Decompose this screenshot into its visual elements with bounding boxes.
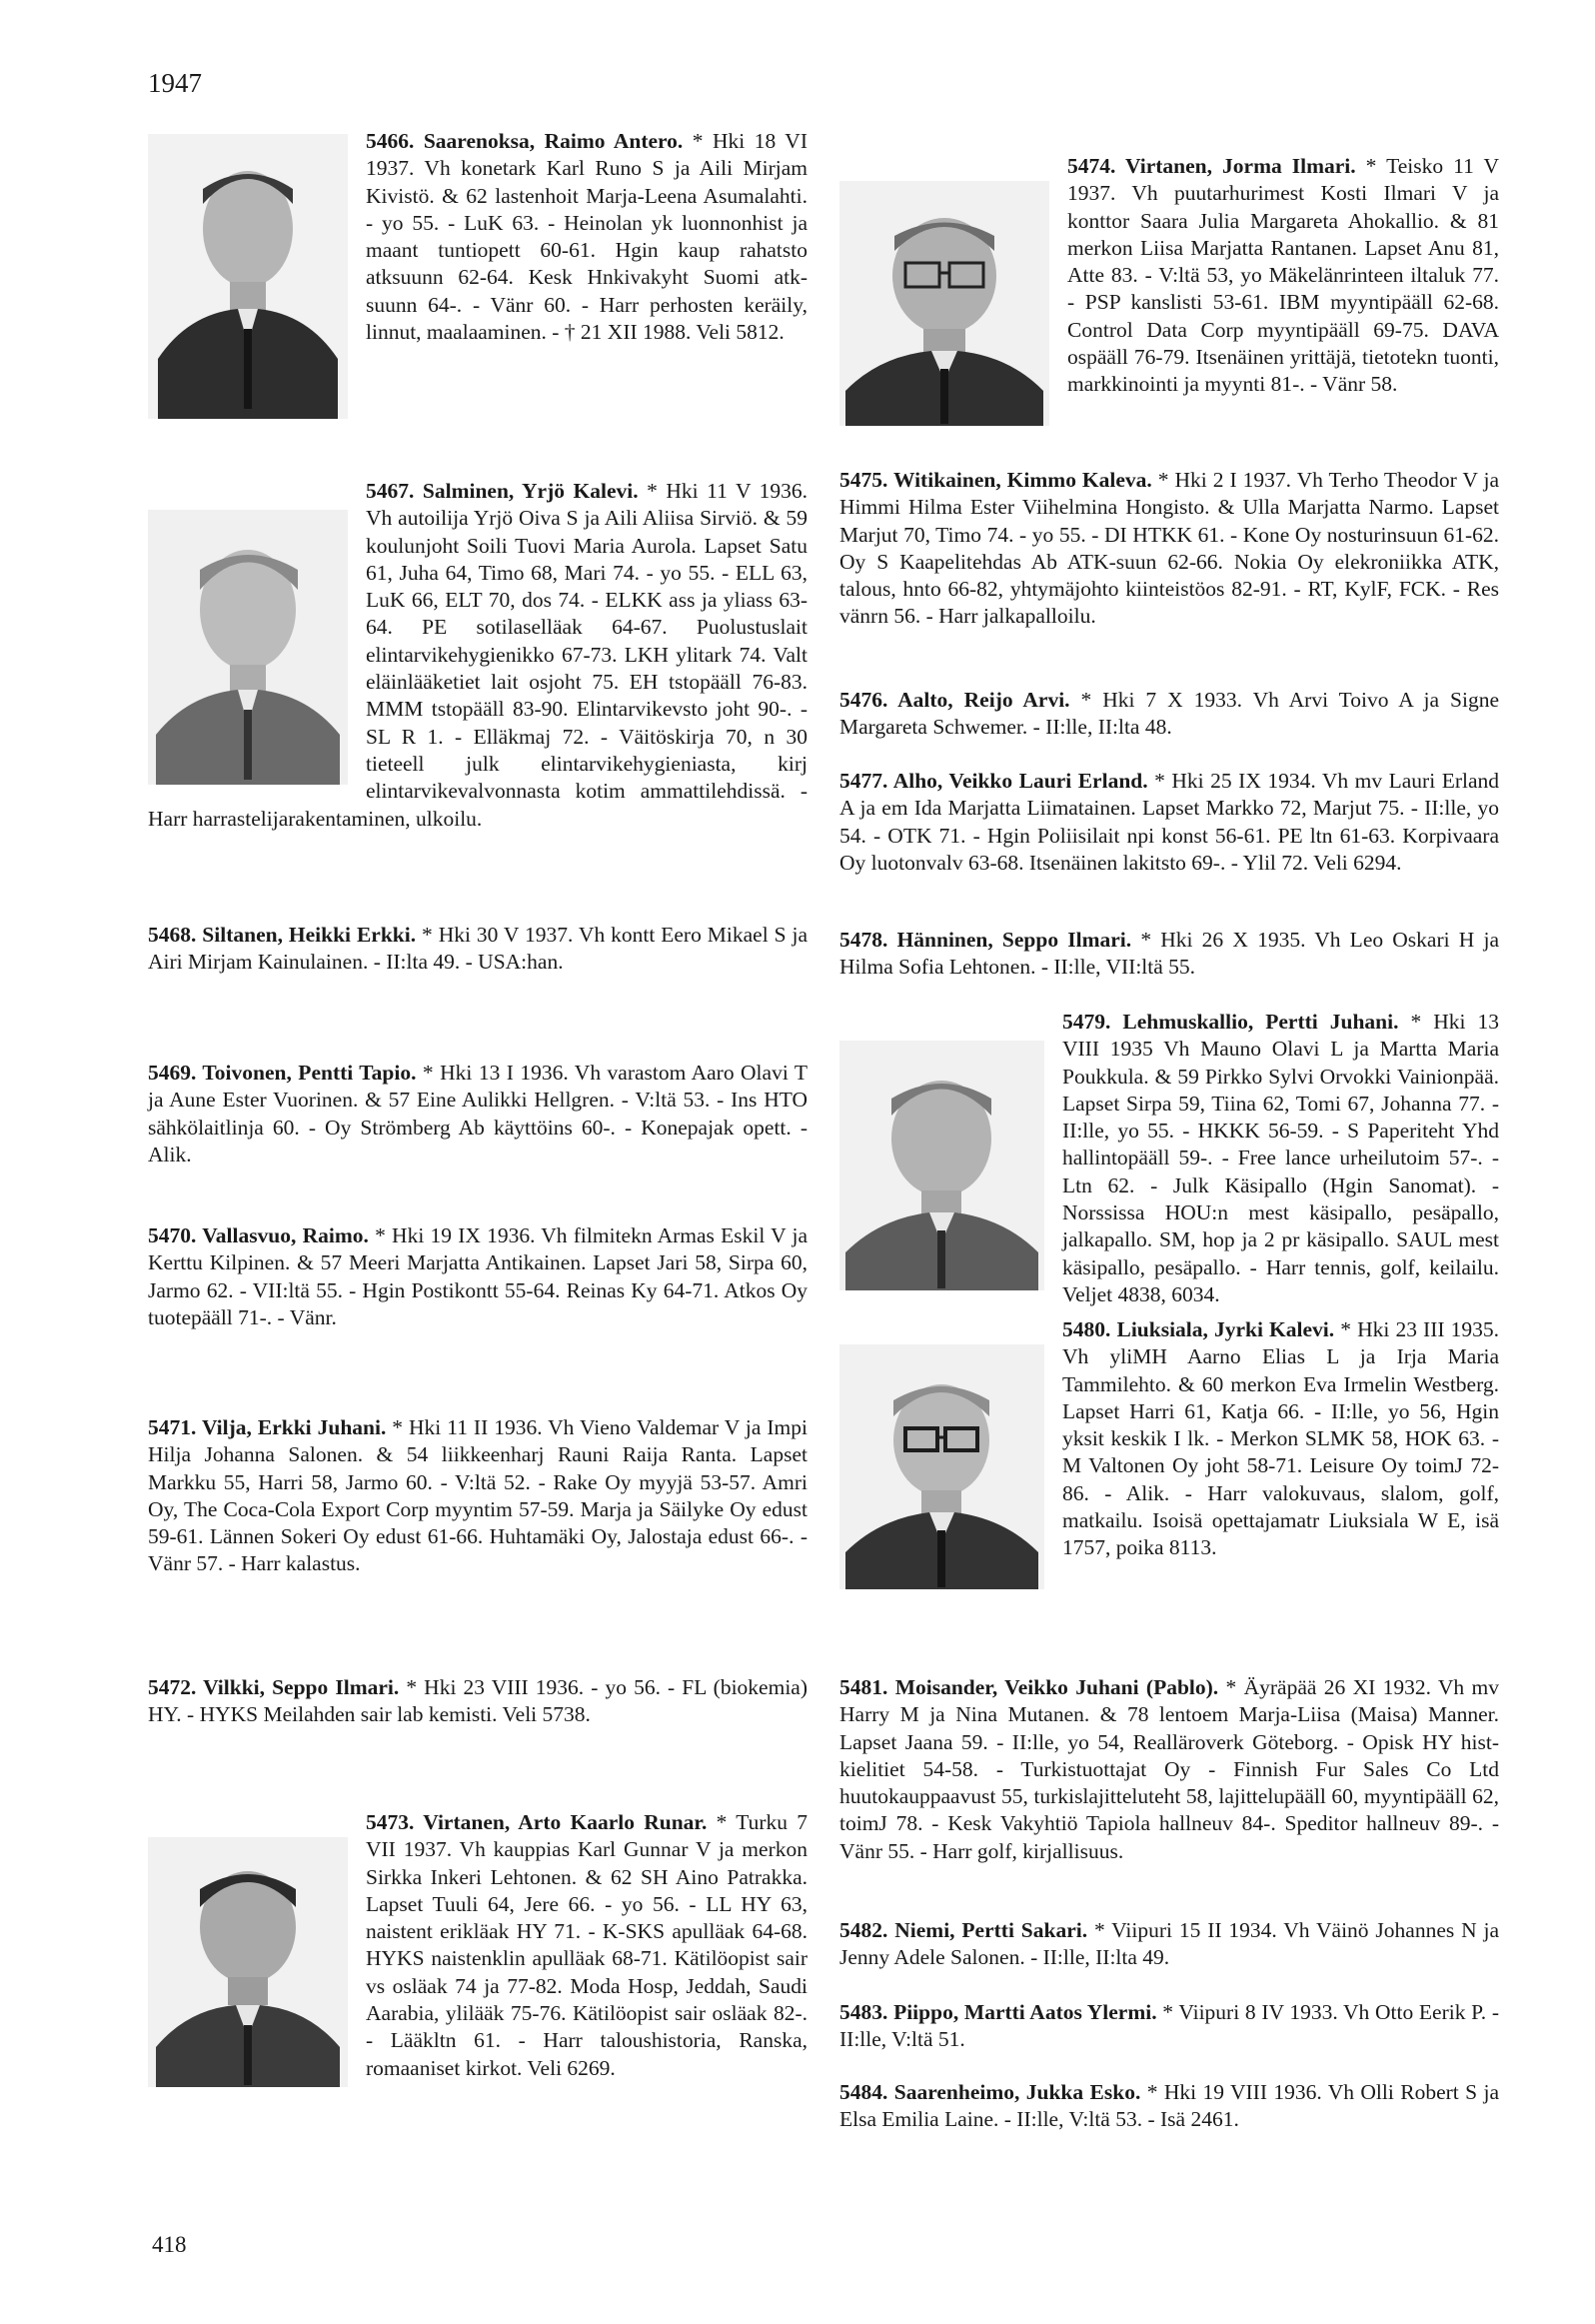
entry-heading: 5474. Virtanen, Jorma Ilmari. [1067,154,1356,178]
entry-5477 [839,768,1499,877]
portrait-photo [839,1344,1044,1589]
entry-5467 [148,478,807,833]
entry-5466 [148,128,807,423]
portrait-photo [148,1837,348,2087]
entry-heading: 5483. Piippo, Martti Aatos Ylermi. [839,2000,1157,2024]
entry-body: * Hki 23 III 1935. Vh yliMH Aarno Elias L ja Irja Maria Tammilehto. & 60 merkon Eva Irmelin Westberg. Lapset Harri 61, Katja 66. - II:lle, yo 56, Hgin yksit keskik I lk. - Merkon SLMK 58, HOK 63. - M Valtonen Oy joht 58-71. Leisure Oy toimJ 72-86. - Alik. - Harr valokuvaus, slalom, golf, matkailu. Isoisä opettajamatr Liuksiala W E, isä 1757, poika 8113. [1062,1317,1499,1560]
entry-heading: 5467. Salminen, Yrjö Kalevi. [366,479,639,503]
entry-body: * Hki 23 VIII 1936. - yo 56. - FL (biokemia) HY. - HYKS Meilahden sair lab kemisti. Veli 5738. [148,1675,807,1727]
entry-5481 [839,1674,1499,1865]
entry-body: * Äyräpää 26 XI 1932. Vh mv Harry M ja Nina Mutanen. & 78 lentoem Marja-Liisa (Maisa) Manner. Lapset Jaana 59. - II:lle, yo 54, Realläroverk Göteborg. - Opisk HY hist-kielitiet 54-58. - Turkistuottajat Oy - Finnish Fur Sales Co Ltd huutokauppaavust 55, turkislajitteluteht 58, lajittelupääll 60, myyntipääll 62, toimJ 78. - Kesk Vakyhtiö Tapiola hallneuv 84-. Speditor hallneuv 89-. - Vänr 55. - Harr golf, kirjallisuus. [839,1675,1499,1863]
entry-heading: 5482. Niemi, Pertti Sakari. [839,1918,1088,1942]
entry-body: * Viipuri 8 IV 1933. Vh Otto Eerik P. - II:lle, V:ltä 51. [839,2000,1499,2052]
entry-5470 [148,1222,807,1331]
entry-body: * Hki 30 V 1937. Vh kontt Eero Mikael S ja Airi Mirjam Kainulainen. - II:lta 49. - USA:han. [148,923,808,975]
entry-body: * Turku 7 VII 1937. Vh kauppias Karl Gunnar V ja merkon Sirkka Inkeri Lehtonen. & 62 SH Aino Patrakka. Lapset Tuuli 64, Jere 66. - yo 56. - LL HY 63, naistent erikläak HY 71. - K-SKS apulläak 64-68. HYKS naistenklin apulläak 68-71. Kätilöopist sair vs osläak 74 ja 77-82. Moda Hosp, Jeddah, Saudi Aarabia, ylilääk 75-76. Kätilöopist sair osläak 82-. - Lääkltn 61. - Harr taloushistoria, Ranska, romaaniset kirkot. Veli 6269. [366,1810,807,2080]
portrait-photo [148,510,348,785]
entry-body: * Viipuri 15 II 1934. Vh Väinö Johannes N ja Jenny Adele Salonen. - II:lle, II:lta 49. [839,1918,1499,1970]
entry-5469 [148,1060,807,1168]
entry-body: * Hki 26 X 1935. Vh Leo Oskari H ja Hilma Sofia Lehtonen. - II:lle, VII:ltä 55. [839,928,1500,980]
entry-heading: 5473. Virtanen, Arto Kaarlo Runar. [366,1810,708,1834]
entry-heading: 5484. Saarenheimo, Jukka Esko. [839,2080,1141,2104]
entry-heading: 5478. Hänninen, Seppo Ilmari. [839,928,1132,952]
entry-5474 [839,153,1499,430]
entry-body: * Hki 2 I 1937. Vh Terho Theodor V ja Himmi Hilma Ester Viihelmina Hongisto. & Ulla Marjatta Narmo. Lapset Marjut 70, Timo 74. - yo 55. - DI HTKK 61. - Kone Oy nosturinsuun 61-62. Oy S Kaapelitehdas Ab ATK-suun 62-66. Nokia Oy elekroniikka ATK, talous, hnto 66-82, yhtymäjohto kiinteistöos 82-91. - RT, KylF, FCK. - Res vänrn 56. - Harr jalkapalloilu. [839,468,1499,629]
entry-5479 [839,1009,1499,1308]
portrait-photo [839,1041,1044,1290]
entry-5473 [148,1809,807,2091]
entry-heading: 5480. Liuksiala, Jyrki Kalevi. [1062,1317,1335,1341]
entry-5476 [839,687,1499,742]
entry-5483 [839,1999,1499,2054]
entry-heading: 5469. Toivonen, Pentti Tapio. [148,1061,417,1085]
portrait-photo [839,181,1049,426]
running-year: 1947 [148,68,202,98]
entry-body: * Hki 11 II 1936. Vh Vieno Valdemar V ja Impi Hilja Johanna Salonen. & 54 liikkeenharj Rauni Raija Ranta. Lapset Markku 55, Harri 58, Jarmo 60. - V:ltä 52. - Rake Oy myyjä 53-57. Amri Oy, The Coca-Cola Export Corp myyntim 57-59. Marja ja Säilyke Oy edust 59-61. Lännen Sokeri Oy edust 61-66. Huhtamäki Oy, Jalostaja edust 66-. - Vänr 57. - Harr kalastus. [148,1415,807,1576]
entry-body: * Hki 13 I 1936. Vh varastom Aaro Olavi T ja Aune Ester Vuorinen. & 57 Eine Aulikki Hellgren. - V:ltä 53. - Ins HTO sähkölaitlinja 60. - Oy Strömberg Ab käyttöins 60-. - Konepajak opett. - Alik. [148,1061,807,1166]
entry-5482 [839,1917,1499,1972]
entry-body: * Hki 19 VIII 1936. Vh Olli Robert S ja Elsa Emilia Laine. - II:lle, V:ltä 53. - Isä 2461. [839,2080,1500,2132]
entry-heading: 5472. Vilkki, Seppo Ilmari. [148,1675,400,1699]
entry-heading: 5481. Moisander, Veikko Juhani (Pablo). [839,1675,1219,1699]
entry-heading: 5470. Vallasvuo, Raimo. [148,1223,369,1247]
entry-5480 [839,1316,1499,1593]
entry-5475 [839,467,1499,631]
entry-body: * Hki 19 IX 1936. Vh filmitekn Armas Eskil V ja Kerttu Kilpinen. & 57 Meeri Marjatta Antikainen. Lapset Jari 58, Sirpa 60, Jarmo 62. - VII:ltä 55. - Hgin Postikontt 55-64. Reinas Ky 64-71. Atkos Oy tuotepääll 71-. - Vänr. [148,1223,807,1329]
entry-body: * Hki 25 IX 1934. Vh mv Lauri Erland A ja em Ida Marjatta Liimatainen. Lapset Markko 72, Marjut 75. - II:lle, yo 54. - OTK 71. - Hgin Poliisilait npi konst 56-61. PE ltn 61-63. Korpivaara Oy luotonvalv 63-68. Itsenäinen lakitsto 69-. - Ylil 72. Veli 6294. [839,769,1500,875]
entry-body: * Hki 11 V 1936. Vh autoilija Yrjö Oiva S ja Aili Aliisa Sirviö. & 59 koulunjoht Soili Tuovi Maria Aurola. Lapset Satu 61, Juha 64, Timo 68, Mari 74. - yo 55. - ELL 63, LuK 66, ELT 70, dos 74. - ELKK ass ja yliass 63-64. PE sotilaselläak 64-67. Puolustuslait elintarvikehygienikko 67-73. LKH ylitark 74. Valt eläinlääketiet lait osjoht 75. EH tstopääll 76-83. MMM tstopääll 83-90. Elintarvikevsto joht 90-. - SL R 1. - Elläkmaj 72. - Väitöskirja 70, n 30 tieteell julk elintarvikehygieniasta, kirj elintarvikevalvonnasta kotim ammattilehdissä. - Harr harrastelijarakentaminen, ulkoilu. [148,479,807,831]
entry-body: * Hki 18 VI 1937. Vh konetark Karl Runo S ja Aili Mirjam Kivistö. & 62 lastenhoit Marja-Leena Asumalahti. - yo 55. - LuK 63. - Heinolan yk luonnonhist ja maant tuntiopett 60-61. Hgin kaup rahatsto atksuunn 62-64. Kesk Hnkivakyht Suomi atk-suunn 64-. - Vänr 60. - Harr perhosten keräily, linnut, maalaaminen. - † 21 XII 1988. Veli 5812. [366,129,807,345]
entry-5478 [839,927,1499,982]
portrait-photo [148,134,348,419]
entry-heading: 5477. Alho, Veikko Lauri Erland. [839,769,1148,793]
entry-heading: 5476. Aalto, Reijo Arvi. [839,688,1070,712]
entry-5471 [148,1414,807,1578]
page-number: 418 [152,2232,187,2257]
entry-heading: 5466. Saarenoksa, Raimo Antero. [366,129,684,153]
entry-5472 [148,1674,807,1729]
entry-body: * Hki 13 VIII 1935 Vh Mauno Olavi L ja Martta Maria Poukkula. & 59 Pirkko Sylvi Orvokki Vainionpää. Lapset Sirpa 59, Tiina 62, Tomi 67, Johanna 77. - II:lle, yo 55. - HKKK 56-59. - S Paperiteht Yhd hallintopääll 59-. - Free lance urheilutoim 57-. - Ltn 62. - Julk Käsipallo (Hgin Sanomat). - Norssissa HOU:n mest käsipallo, pesäpallo, jalkapallo. SM, hop ja 2 pr käsipallo. SAUL mest käsipallo, pesäpallo. - Harr tennis, golf, keilailu. Veljet 4838, 6034. [1062,1010,1500,1306]
entry-heading: 5468. Siltanen, Heikki Erkki. [148,923,417,947]
entry-5468 [148,922,807,977]
entry-heading: 5479. Lehmuskallio, Pertti Juhani. [1062,1010,1399,1034]
entry-body: * Teisko 11 V 1937. Vh puutarhurimest Kosti Ilmari V ja konttor Saara Julia Margareta Ahokallio. & 81 merkon Liisa Marjatta Rantanen. Lapset Anu 81, Atte 83. - V:ltä 53, yo Mäkelänrinteen iltaluk 77. - PSP kanslisti 53-61. IBM myyntipääll 62-68. Control Data Corp myyntipääll 69-75. DAVA ospääll 76-79. Itsenäinen yrittäjä, tietotekn tuonti, markkinointi ja myynti 81-. - Vänr 58. [1067,154,1499,397]
entry-body: * Hki 7 X 1933. Vh Arvi Toivo A ja Signe Margareta Schwemer. - II:lle, II:lta 48. [839,688,1499,740]
entry-heading: 5475. Witikainen, Kimmo Kaleva. [839,468,1152,492]
entry-heading: 5471. Vilja, Erkki Juhani. [148,1415,387,1439]
entry-5484 [839,2079,1499,2134]
